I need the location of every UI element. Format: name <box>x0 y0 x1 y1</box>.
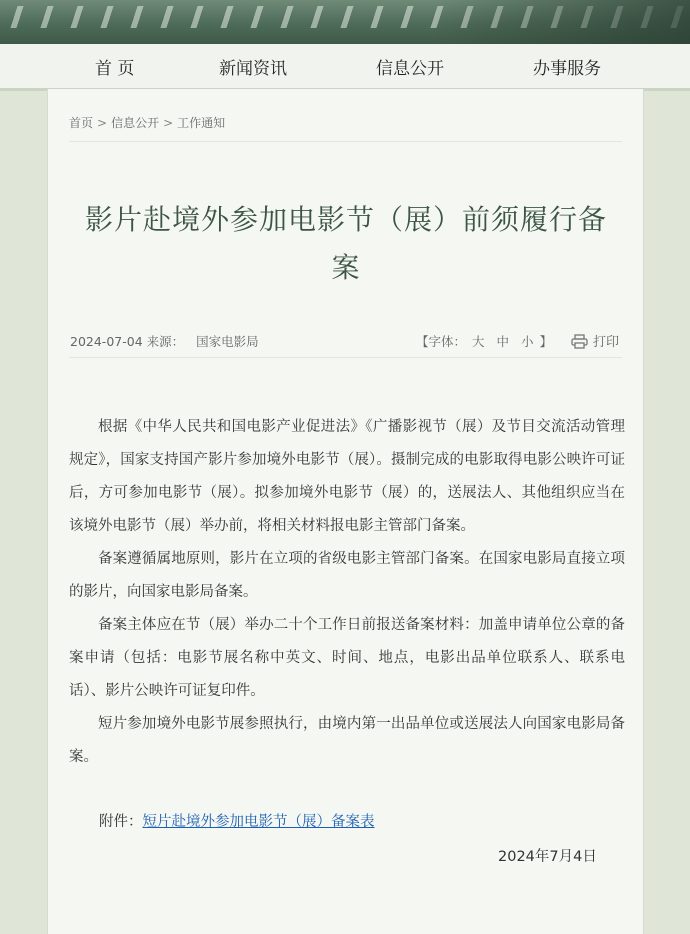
header-banner <box>0 0 690 44</box>
nav-item-services[interactable]: 办事服务 <box>533 59 601 79</box>
divider <box>69 357 622 358</box>
breadcrumb-home[interactable]: 首页 <box>69 116 94 130</box>
article-title-line: 影片赴境外参加电影节（展）前须履行备 <box>84 203 607 236</box>
font-size-small-button[interactable]: 小 <box>521 334 534 349</box>
article-paragraph: 备案主体应在节（展）举办二十个工作日前报送备案材料：加盖申请单位公章的备案申请（包括：电影节展名称中英文、时间、地点，电影出品单位联系人、联系电话）、影片公映许可证复印件。 <box>69 617 625 699</box>
font-size-medium-button[interactable]: 中 <box>496 334 510 349</box>
source-name: 国家电影局 <box>196 334 259 349</box>
printer-icon <box>571 334 588 353</box>
print-label: 打印 <box>593 335 620 350</box>
source-label: 来源： <box>146 334 185 349</box>
article-paragraph: 短片参加境外电影节展参照执行，由境内第一出品单位或送展法人向国家电影局备案。 <box>69 716 625 765</box>
article-paragraph: 根据《中华人民共和国电影产业促进法》《广播影视节（展）及节目交流活动管理规定》，国家支持国产影片参加境外电影节（展）。摄制完成的电影取得电影公映许可证后，方可参加电影节（展）。拟参加境外电影节（展）的，送展法人、其他组织应当在该境外电影节（展）举办前，将相关材料报电影主管部门备案。 <box>69 419 625 534</box>
font-size-control <box>416 332 552 350</box>
breadcrumb-info-disclosure[interactable]: 信息公开 <box>111 116 160 130</box>
breadcrumb-separator: > <box>97 116 108 130</box>
divider <box>69 141 622 142</box>
article-body <box>69 411 625 774</box>
article-title <box>66 196 626 292</box>
font-size-label: 【字体： <box>416 334 467 349</box>
publish-date: 2024-07-04 <box>70 334 143 349</box>
nav-item-home[interactable]: 首 页 <box>95 59 135 79</box>
breadcrumb-separator: > <box>163 116 174 130</box>
main-nav <box>0 44 690 91</box>
nav-item-info-disclosure[interactable]: 信息公开 <box>376 59 444 79</box>
breadcrumb <box>69 114 225 131</box>
font-size-bracket: 】 <box>539 334 553 349</box>
content-panel <box>47 89 644 934</box>
attachment-link[interactable]: 短片赴境外参加电影节（展）备案表 <box>142 814 375 830</box>
attachment <box>99 810 375 831</box>
font-size-large-button[interactable]: 大 <box>472 334 485 349</box>
nav-item-news[interactable]: 新闻资讯 <box>219 59 287 79</box>
article-title-line: 案 <box>331 251 361 284</box>
breadcrumb-work-notice[interactable]: 工作通知 <box>177 116 226 130</box>
attachment-label: 附件： <box>99 814 143 830</box>
print-button[interactable] <box>571 331 619 353</box>
article-meta <box>70 332 259 350</box>
article-paragraph: 备案遵循属地原则，影片在立项的省级电影主管部门备案。在国家电影局直接立项的影片，向国家电影局备案。 <box>69 551 625 600</box>
sign-date: 2024年7月4日 <box>498 849 597 865</box>
